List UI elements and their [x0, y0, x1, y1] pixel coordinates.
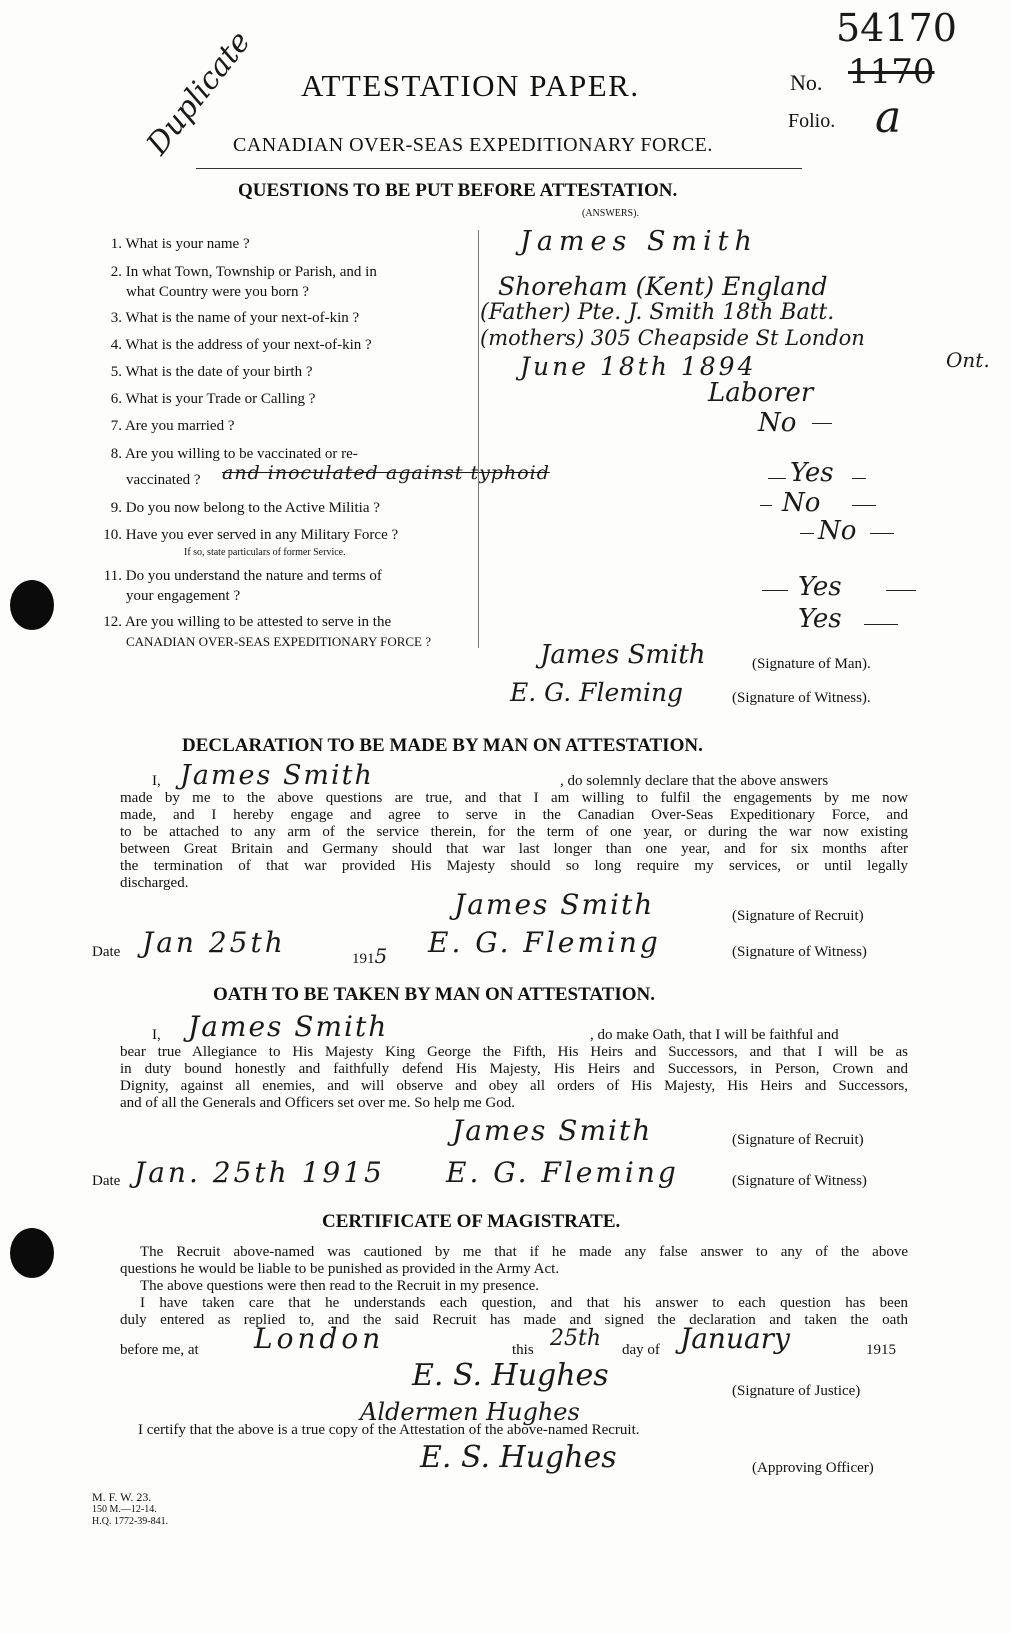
question-number: 3.: [110, 310, 122, 326]
answer-name: James Smith: [520, 226, 758, 257]
question-number: 10.: [103, 527, 122, 543]
oath-line: and of all the Generals and Officers set over me. So help me God.: [120, 1095, 516, 1111]
officer-label: (Approving Officer): [752, 1460, 874, 1476]
answer-birthplace: Shoreham (Kent) England: [498, 272, 828, 301]
question-text: In what Town, Township or Parish, and in: [125, 264, 377, 280]
certificate-year: 1915: [866, 1342, 896, 1358]
answer-married: No: [758, 408, 797, 438]
document-subtitle: CANADIAN OVER-SEAS EXPEDITIONARY FORCE.: [233, 134, 713, 156]
question-text: What is the date of your birth ?: [125, 364, 313, 380]
answer-dash: [870, 533, 894, 534]
question-number: 4.: [110, 337, 122, 353]
oath-line-1-tail: , do make Oath, that I will be faithful and: [590, 1027, 839, 1043]
question-11-continued: your engagement ?: [126, 588, 241, 604]
certificate-line: I have taken care that he understands each question, and that his answer to each question has been: [140, 1295, 908, 1311]
answer-vaccinated-note: and inoculated against typhoid: [222, 462, 550, 484]
question-12-continued: CANADIAN OVER-SEAS EXPEDITIONARY FORCE ?: [126, 634, 432, 649]
oath-witness-label: (Signature of Witness): [732, 1173, 867, 1189]
document-title: ATTESTATION PAPER.: [301, 68, 640, 103]
question-number: 7.: [110, 418, 122, 434]
certificate-body: [120, 1244, 908, 1329]
question-text: Are you willing to be attested to serve in the: [124, 614, 392, 630]
declaration-line: made, and I hereby engage and agree to serve in the Canadian Over-Seas Expeditionary Force, and: [120, 807, 908, 823]
signature-man-label: (Signature of Man).: [752, 656, 871, 672]
answer-understand: Yes: [798, 572, 842, 602]
question-3: [96, 310, 359, 327]
oath-name: James Smith: [188, 1010, 389, 1043]
punch-hole-bottom: [10, 1228, 54, 1278]
question-8: [96, 446, 358, 463]
oath-i: I,: [152, 1027, 161, 1043]
question-number: 12.: [103, 614, 122, 630]
question-number: 8.: [110, 446, 122, 462]
footer-form-number: M. F. W. 23.: [92, 1490, 152, 1504]
question-text: What is your name ?: [125, 236, 250, 252]
answer-vaccinated: Yes: [790, 458, 834, 488]
oath-signature-witness: E. G. Fleming: [446, 1156, 679, 1189]
answer-dash: [852, 505, 876, 506]
declaration-line: to be attached to any arm of the service therein, for the term of one year, or during the war now existing: [120, 824, 908, 840]
crossed-number: [848, 52, 935, 92]
certificate-before-me: before me, at: [120, 1342, 199, 1358]
answer-dash: [762, 590, 788, 591]
question-10: [96, 527, 398, 544]
question-10-note: If so, state particulars of former Service.: [184, 547, 346, 558]
footer-print-run: 150 M.—12-14.: [92, 1504, 157, 1515]
question-number: 9.: [110, 500, 122, 516]
question-text: What is the address of your next-of-kin ?: [125, 337, 372, 353]
footer-hq-number: H.Q. 1772-39-841.: [92, 1516, 169, 1527]
question-9: [96, 500, 380, 517]
oath-heading: OATH TO BE TAKEN BY MAN ON ATTESTATION.: [213, 984, 656, 1005]
declaration-line: made by me to the above questions are true, and that I am willing to fulfil the engagements by me now: [120, 790, 908, 806]
answer-dash: [800, 533, 814, 534]
question-2: [96, 264, 377, 281]
declaration-year-printed: 191: [352, 951, 375, 967]
answer-kin-address: (mothers) 305 Cheapside St London: [480, 326, 865, 350]
answer-dash: [886, 590, 916, 591]
folio-label: Folio.: [788, 110, 836, 132]
answer-trade: Laborer: [708, 378, 814, 408]
question-text: What is the name of your next-of-kin ?: [125, 310, 360, 326]
certificate-heading: CERTIFICATE OF MAGISTRATE.: [322, 1211, 621, 1232]
oath-signature-recruit: James Smith: [452, 1114, 653, 1147]
certificate-place: London: [254, 1322, 385, 1355]
oath-date-label: Date: [92, 1173, 121, 1189]
question-text: Do you understand the nature and terms of: [125, 568, 382, 584]
signature-man: James Smith: [540, 640, 706, 670]
declaration-body: [120, 790, 908, 892]
question-text: Are you willing to be vaccinated or re-: [124, 446, 358, 462]
certificate-line: The Recruit above-named was cautioned by me that if he made any false answer to any of the above: [140, 1244, 908, 1260]
question-number: 6.: [110, 391, 122, 407]
question-text: Are you married ?: [124, 418, 235, 434]
question-6: [96, 391, 315, 408]
declaration-signature-witness: E. G. Fleming: [428, 926, 661, 959]
justice-label: (Signature of Justice): [732, 1383, 861, 1399]
answer-willing: Yes: [798, 604, 842, 634]
header-rule: [196, 168, 802, 169]
oath-line: in duty bound honestly and faithfully defend His Majesty, His Heirs and Successors, in Person, Crown and: [120, 1061, 908, 1077]
declaration-recruit-label: (Signature of Recruit): [732, 908, 864, 924]
declaration-name: James Smith: [180, 760, 374, 791]
question-7: [96, 418, 234, 435]
declaration-i: I,: [152, 773, 161, 789]
no-label: No.: [790, 70, 823, 95]
declaration-line: discharged.: [120, 875, 189, 891]
signature-witness-label: (Signature of Witness).: [732, 690, 871, 706]
declaration-line: between Great Britain and Germany should that war last longer than one year, and for six months after: [120, 841, 908, 857]
question-text: What is your Trade or Calling ?: [125, 391, 316, 407]
answer-dash: [760, 505, 772, 506]
question-11: [96, 568, 382, 585]
declaration-line: the termination of that war provided His Majesty should so long require my services, or until legally: [120, 858, 908, 874]
declaration-year-hand: 5: [374, 944, 388, 968]
oath-line: bear true Allegiance to His Majesty King George the Fifth, His Heirs and Successors, and that I will be as: [120, 1044, 908, 1060]
answer-dash: [768, 478, 786, 479]
question-8-continued: vaccinated ?: [126, 472, 201, 488]
certificate-day: 25th: [550, 1326, 602, 1351]
question-text: Do you now belong to the Active Militia ?: [125, 500, 380, 516]
question-5: [96, 364, 313, 381]
certificate-day-of: day of: [622, 1342, 660, 1358]
oath-date: Jan. 25th 1915: [134, 1156, 385, 1189]
answer-birth-date: June 18th 1894: [520, 352, 757, 381]
questions-heading: QUESTIONS TO BE PUT BEFORE ATTESTATION.: [238, 180, 678, 201]
duplicate-stamp: Duplicate: [140, 24, 258, 162]
question-number: 1.: [110, 236, 122, 252]
question-2-continued: what Country were you born ?: [126, 284, 309, 300]
signature-witness: E. G. Fleming: [510, 678, 684, 707]
answer-next-of-kin: (Father) Pte. J. Smith 18th Batt.: [480, 300, 835, 325]
declaration-line-1-tail: , do solemnly declare that the above answers: [560, 773, 829, 789]
oath-body: [120, 1044, 908, 1112]
answer-dash: [852, 478, 866, 479]
oath-line: Dignity, against all enemies, and will observe and obey all orders of His Majesty, His Heirs and Successors,: [120, 1078, 908, 1094]
certificate-this: this: [512, 1342, 534, 1358]
certificate-line: duly entered as replied to, and the said Recruit has made and signed the declaration and taken the oath: [120, 1312, 908, 1328]
declaration-date: Jan 25th: [142, 926, 286, 959]
record-number: 54170: [836, 6, 957, 50]
punch-hole-top: [10, 580, 54, 630]
question-text: Have you ever served in any Military Force ?: [125, 527, 399, 543]
certificate-line: The above questions were then read to the Recruit in my presence.: [140, 1278, 540, 1294]
declaration-witness-label: (Signature of Witness): [732, 944, 867, 960]
answer-militia: No: [782, 488, 821, 518]
questions-bracket: [478, 230, 479, 648]
answer-kin-address-extra: Ont.: [946, 348, 990, 372]
justice-signature: E. S. Hughes: [412, 1358, 609, 1393]
answer-dash: [812, 423, 832, 424]
certificate-certify: I certify that the above is a true copy of the Attestation of the above-named Recruit.: [138, 1422, 640, 1438]
declaration-year: [352, 944, 387, 968]
answer-dash: [864, 624, 898, 625]
question-1: [96, 236, 250, 253]
question-number: 11.: [103, 568, 122, 584]
certificate-line: questions he would be liable to be punished as provided in the Army Act.: [120, 1261, 560, 1277]
declaration-heading: DECLARATION TO BE MADE BY MAN ON ATTESTATION.: [182, 735, 703, 756]
oath-recruit-label: (Signature of Recruit): [732, 1132, 864, 1148]
officer-signature: E. S. Hughes: [420, 1440, 617, 1475]
justice-signature-2: Aldermen Hughes: [360, 1398, 580, 1426]
answers-label: (ANSWERS).: [582, 208, 639, 219]
question-4: [96, 337, 372, 354]
declaration-date-label: Date: [92, 944, 121, 960]
crossed-number-text: 1170: [848, 52, 935, 92]
question-number: 2.: [110, 264, 122, 280]
certificate-month: January: [680, 1322, 790, 1355]
question-number: 5.: [110, 364, 122, 380]
question-12: [96, 614, 391, 631]
folio-value: a: [875, 92, 902, 143]
answer-military-force: No: [818, 516, 857, 546]
declaration-signature-recruit: James Smith: [454, 888, 655, 921]
